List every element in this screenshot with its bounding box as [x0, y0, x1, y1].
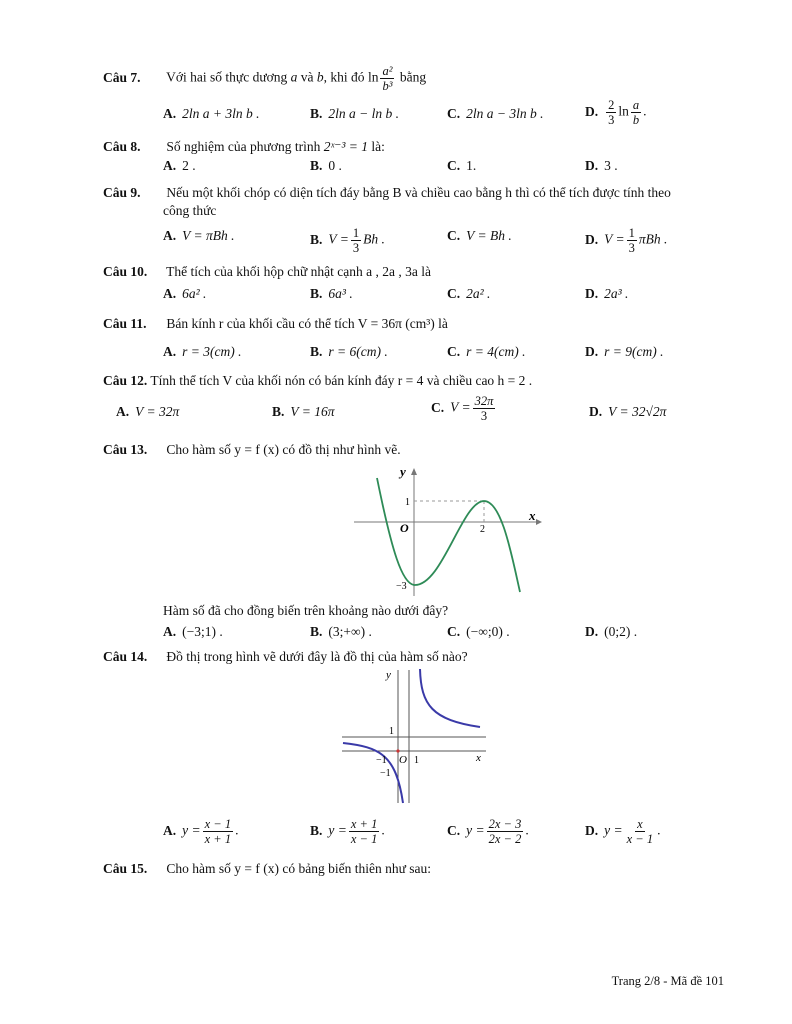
options-9: [163, 226, 723, 255]
option-b[interactable]: B. r = 6(cm) .: [310, 344, 388, 359]
option-d[interactable]: D. r = 9(cm) .: [585, 344, 664, 359]
option-b[interactable]: B. 0 .: [310, 158, 342, 173]
intercept-point: [396, 749, 399, 752]
options-13: [163, 622, 723, 642]
question-text: Nếu một khối chóp có diện tích đáy bằng B và chiều cao bằng h thì có thể tích được tính theo: [166, 185, 671, 200]
options-12: [116, 394, 716, 423]
option-c[interactable]: C. V = Bh .: [447, 228, 512, 243]
option-b[interactable]: B. 2ln a − ln b .: [310, 106, 400, 121]
y-label: y: [386, 669, 391, 681]
hyperbola-graph: [340, 665, 490, 805]
tick-label-1x: 1: [414, 755, 419, 766]
tick-label-1y: 1: [389, 726, 394, 737]
option-d[interactable]: D. y = $\frac{x}{x - 1}$ .: [585, 817, 661, 846]
page-footer: Trang 2/8 - Mã đề 101: [611, 974, 724, 988]
option-a[interactable]: A. r = 3(cm) .: [163, 344, 242, 359]
x-label: x: [476, 752, 481, 764]
tick-label-2: 2: [480, 524, 485, 535]
question-number: Câu 9.: [103, 185, 141, 200]
curve: [377, 478, 520, 592]
question-number: Câu 12.: [103, 373, 148, 388]
option-b[interactable]: B. y = $\frac{x + 1}{x - 1}$ .: [310, 817, 385, 846]
option-d[interactable]: D. V = $\frac{1}{3}$ πBh .: [585, 226, 668, 255]
y-arrow-icon: [411, 468, 417, 475]
question-text: Số nghiệm của phương trình: [166, 139, 321, 154]
option-d[interactable]: D. 2a³ .: [585, 286, 629, 301]
option-c[interactable]: C. 2ln a − 3ln b .: [447, 106, 544, 121]
tick-label-1: 1: [405, 497, 410, 508]
option-c[interactable]: C. 2a² .: [447, 286, 491, 301]
question-8: Câu 8. Số nghiệm của phương trình 2ˣ⁻³ = 1 là:: [103, 139, 385, 154]
option-d[interactable]: D. $\frac{2}{3}$ ln $\frac{a}{b}$ .: [585, 98, 647, 127]
option-a[interactable]: A. 2ln a + 3ln b .: [163, 106, 260, 121]
tick-label-minus3: −3: [396, 581, 407, 592]
question-text: Cho hàm số y = f (x) có đồ thị như hình vẽ.: [166, 442, 401, 457]
tick-label-m1y: −1: [380, 768, 391, 779]
option-a[interactable]: A. V = 32π: [116, 404, 180, 419]
question-13: [103, 441, 732, 459]
question-10: [103, 263, 732, 281]
question-number: Câu 8.: [103, 139, 141, 154]
question-number: Câu 14.: [103, 649, 148, 664]
question-number: Câu 7.: [103, 69, 141, 85]
question-11: [103, 315, 732, 333]
option-b[interactable]: B. 6a³ .: [310, 286, 353, 301]
question-number: Câu 11.: [103, 316, 147, 331]
option-b[interactable]: B. V = 16π: [272, 404, 335, 419]
option-c[interactable]: C. y = $\frac{2x - 3}{2x - 2}$ .: [447, 817, 529, 846]
question-text: Với hai số thực dương: [166, 69, 288, 85]
cubic-graph: [350, 462, 550, 602]
origin-label: O: [400, 521, 409, 535]
option-b[interactable]: B. V = $\frac{1}{3}$ Bh .: [310, 226, 385, 255]
y-label: y: [400, 464, 406, 479]
tick-label-m1x: −1: [376, 755, 387, 766]
origin-label: O: [399, 754, 407, 766]
question-number: Câu 13.: [103, 442, 148, 457]
fraction: $\frac{\text{a²}}{\text{b³}}$: [382, 64, 393, 93]
question-number: Câu 10.: [103, 264, 148, 279]
options-14: [163, 817, 723, 846]
option-c[interactable]: C. r = 4(cm) .: [447, 344, 526, 359]
options-8: [163, 156, 723, 176]
option-b[interactable]: B. (3;+∞) .: [310, 624, 372, 639]
options-10: [163, 284, 723, 304]
question-text: Bán kính r của khối cầu có thể tích V = 36π (cm³) là: [166, 316, 448, 331]
hyperbola-branch-right: [420, 669, 480, 727]
option-a[interactable]: A. 6a² .: [163, 286, 207, 301]
question-12: [103, 372, 732, 390]
question-text: Cho hàm số y = f (x) có bảng biến thiên như sau:: [166, 861, 432, 876]
x-arrow-icon: [536, 519, 542, 525]
option-d[interactable]: D. 3 .: [585, 158, 618, 173]
question-number: Câu 15.: [103, 861, 148, 876]
question-text: Tính thể tích V của khối nón có bán kính đáy r = 4 và chiều cao h = 2 .: [150, 373, 533, 388]
question-text: Đồ thị trong hình vẽ dưới đây là đồ thị của hàm số nào?: [166, 649, 468, 664]
question-9: [103, 184, 732, 202]
x-label: x: [529, 508, 536, 523]
question-13-sub: Hàm số đã cho đồng biến trên khoảng nào dưới đây?: [163, 603, 449, 618]
option-a[interactable]: A. V = πBh .: [163, 228, 235, 243]
option-c[interactable]: C. V = $\frac{32\pi}{3}$: [431, 394, 494, 423]
hyperbola-branch-left: [343, 743, 403, 803]
option-a[interactable]: A. (−3;1) .: [163, 624, 223, 639]
question-14: [103, 648, 732, 666]
option-d[interactable]: D. (0;2) .: [585, 624, 638, 639]
question-9-cont: công thức: [163, 203, 217, 218]
options-7: [163, 98, 723, 127]
question-7: Câu 7. Với hai số thực dương a và b, khi đó ln $\frac{\text{a²}}{\text{b³}}$ bằng: [103, 64, 427, 93]
option-a[interactable]: A. 2 .: [163, 158, 196, 173]
question-15: [103, 860, 732, 878]
options-11: [163, 342, 723, 362]
option-c[interactable]: C. 1.: [447, 158, 477, 173]
question-text: Thể tích của khối hộp chữ nhật cạnh a , 2a , 3a là: [166, 264, 431, 279]
option-a[interactable]: A. y = $\frac{x - 1}{x + 1}$ .: [163, 817, 239, 846]
option-d[interactable]: D. V = 32√2π: [589, 404, 667, 419]
option-c[interactable]: C. (−∞;0) .: [447, 624, 510, 639]
